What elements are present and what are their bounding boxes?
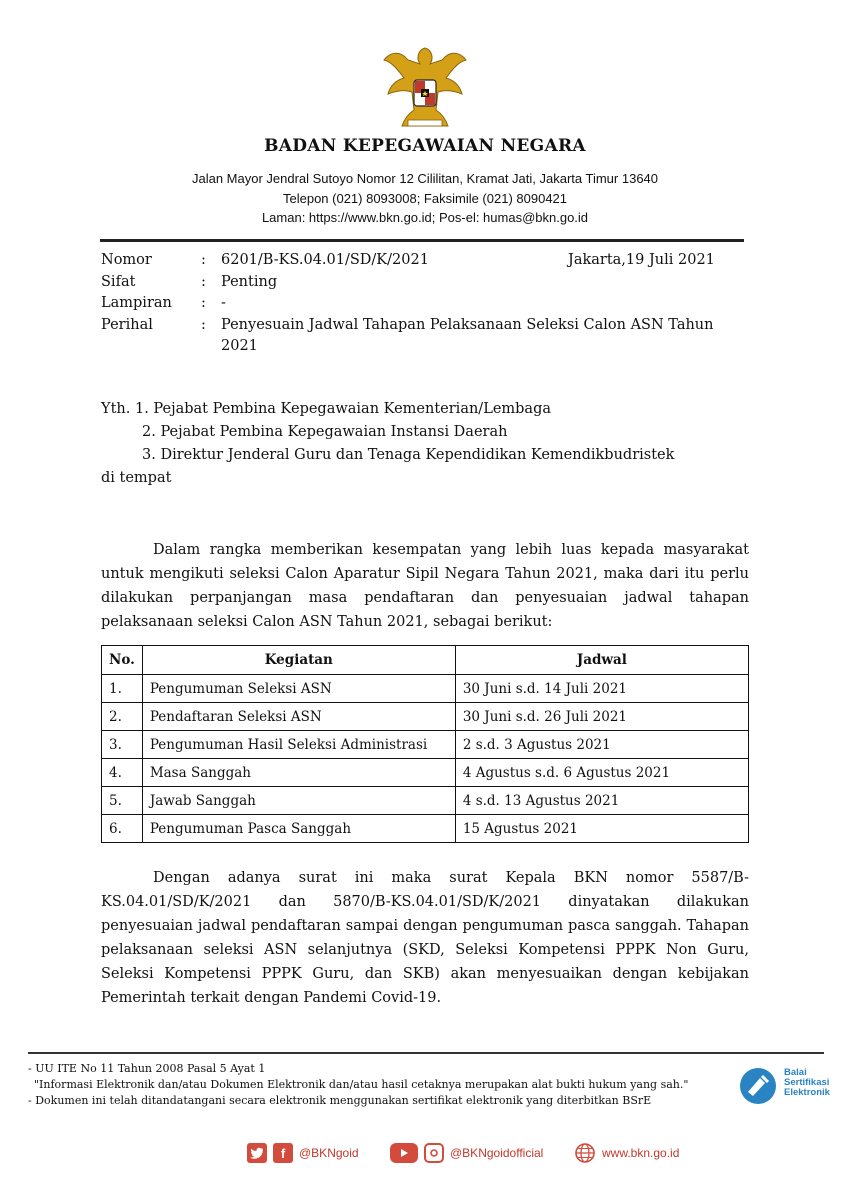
- cell-kegiatan: Pengumuman Seleksi ASN: [142, 675, 455, 703]
- recipient-text: 1. Pejabat Pembina Kepegawaian Kementerian/Lembaga: [134, 401, 552, 417]
- facebook-icon: f: [273, 1143, 293, 1163]
- youtube-icon: [390, 1143, 418, 1163]
- paragraph-text: Dengan adanya surat ini maka surat Kepala BKN nomor 5587/B-KS.04.01/SD/K/2021 dan 5870/B-KS.04.01/SD/K/2021 dinyatakan dilakukan penyesuaian jadwal pendaftaran sampai dengan pengumuman pasca sanggah. Tahapan pelaksanaan seleksi ASN selanjutnya (SKD, Seleksi Kompetensi PPPK Non Guru, Seleksi Kompetensi PPPK Guru, dan SKB) akan menyesuaikan dengan kebijakan Pemerintah terkait dengan Pandemi Covid-19.: [101, 870, 749, 1006]
- footer-note: - UU ITE No 11 Tahun 2008 Pasal 5 Ayat 1: [28, 1062, 266, 1075]
- youtube-handle: @BKNgoidofficial: [450, 1146, 544, 1160]
- colon: :: [201, 316, 206, 333]
- meta-perihal: [101, 315, 751, 358]
- sifat-label: Sifat: [101, 273, 136, 290]
- meta-sifat: [101, 272, 751, 294]
- bsre-line: Sertifikasi: [784, 1077, 830, 1088]
- cell-kegiatan: Pendaftaran Seleksi ASN: [142, 703, 455, 731]
- cell-kegiatan: Pengumuman Hasil Seleksi Administrasi: [142, 731, 455, 759]
- body-paragraph-1: [101, 538, 749, 634]
- schedule-table: [101, 645, 749, 843]
- garuda-emblem: [378, 40, 472, 132]
- cell-jadwal: 30 Juni s.d. 14 Juli 2021: [455, 675, 748, 703]
- colon: :: [201, 295, 206, 311]
- table-header-row: [102, 646, 749, 675]
- cell-no: 2.: [102, 703, 143, 731]
- cell-no: 6.: [102, 815, 143, 843]
- social-youtube-instagram[interactable]: [390, 1141, 543, 1165]
- cell-jadwal: 4 Agustus s.d. 6 Agustus 2021: [455, 759, 748, 787]
- table-row: [102, 703, 749, 731]
- cell-kegiatan: Masa Sanggah: [142, 759, 455, 787]
- footer-notes: [28, 1061, 688, 1109]
- recipient-item: 2. Pejabat Pembina Kepegawaian Instansi Daerah: [142, 424, 508, 440]
- recipient-item: [101, 398, 751, 421]
- social-handle: @BKNgoid: [299, 1146, 359, 1160]
- perihal-label: Perihal: [101, 316, 153, 333]
- colon: :: [201, 273, 206, 290]
- yth-label: Yth.: [101, 401, 131, 417]
- address-line: Jalan Mayor Jendral Sutoyo Nomor 12 Cililitan, Kramat Jati, Jakarta Timur 13640: [191, 171, 659, 186]
- cell-jadwal: 2 s.d. 3 Agustus 2021: [455, 731, 748, 759]
- social-twitter-facebook[interactable]: [247, 1141, 359, 1165]
- lampiran-label: Lampiran: [101, 295, 172, 311]
- bsre-logo-text: [784, 1068, 830, 1098]
- meta-lampiran: [101, 293, 751, 315]
- col-header-jadwal: Jadwal: [455, 646, 748, 675]
- cell-no: 5.: [102, 787, 143, 815]
- cell-no: 4.: [102, 759, 143, 787]
- bsre-line: Balai: [784, 1067, 807, 1078]
- cell-no: 3.: [102, 731, 143, 759]
- footer-note: "Informasi Elektronik dan/atau Dokumen Elektronik dan/atau hasil cetaknya merupakan alat bukti hukum yang sah.": [34, 1078, 689, 1091]
- col-header-kegiatan: Kegiatan: [142, 646, 455, 675]
- recipient-place: di tempat: [101, 470, 172, 486]
- instagram-icon: [424, 1143, 444, 1163]
- table-row: [102, 731, 749, 759]
- footer-note: - Dokumen ini telah ditandatangani secara elektronik menggunakan sertifikat elektronik yang diterbitkan BSrE: [28, 1094, 652, 1107]
- twitter-icon: [247, 1143, 267, 1163]
- letter-meta: [101, 250, 751, 358]
- colon: :: [201, 252, 206, 268]
- paragraph-text: Dalam rangka memberikan kesempatan yang lebih luas kepada masyarakat untuk mengikuti seleksi Calon Aparatur Sipil Negara Tahun 2021, maka dari itu perlu dilakukan perpanjangan masa pendaftaran dan penyesuaian jadwal tahapan pelaksanaan seleksi Calon ASN Tahun 2021, sebagai berikut:: [101, 542, 749, 630]
- letter-date: Jakarta,19 Juli 2021: [568, 252, 715, 268]
- cell-jadwal: 30 Juni s.d. 26 Juli 2021: [455, 703, 748, 731]
- web-line: Laman: https://www.bkn.go.id; Pos-el: humas@bkn.go.id: [261, 210, 589, 225]
- footer-divider: [28, 1052, 824, 1054]
- cell-jadwal: 15 Agustus 2021: [455, 815, 748, 843]
- header-divider: [100, 239, 744, 242]
- recipients: [101, 398, 751, 490]
- organization-name: BADAN KEPEGAWAIAN NEGARA: [264, 136, 586, 156]
- cell-kegiatan: Jawab Sanggah: [142, 787, 455, 815]
- phone-line: Telepon (021) 8093008; Faksimile (021) 8090421: [282, 191, 568, 206]
- table-row: [102, 787, 749, 815]
- bsre-line: Elektronik: [784, 1087, 830, 1098]
- lampiran-value: -: [221, 295, 226, 311]
- table-row: [102, 759, 749, 787]
- sifat-value: Penting: [221, 273, 278, 290]
- nomor-label: Nomor: [101, 252, 152, 268]
- cell-no: 1.: [102, 675, 143, 703]
- table-row: [102, 675, 749, 703]
- social-website[interactable]: [574, 1141, 679, 1165]
- col-header-no: No.: [102, 646, 143, 675]
- nomor-value: 6201/B-KS.04.01/SD/K/2021: [221, 252, 429, 268]
- perihal-value: Penyesuain Jadwal Tahapan Pelaksanaan Seleksi Calon ASN Tahun 2021: [221, 316, 714, 354]
- recipient-item: 3. Direktur Jenderal Guru dan Tenaga Kependidikan Kemendikbudristek: [142, 447, 675, 463]
- globe-icon: [574, 1142, 596, 1164]
- cell-jadwal: 4 s.d. 13 Agustus 2021: [455, 787, 748, 815]
- table-row: [102, 815, 749, 843]
- cell-kegiatan: Pengumuman Pasca Sanggah: [142, 815, 455, 843]
- bsre-logo-icon: [738, 1066, 778, 1106]
- website-link[interactable]: www.bkn.go.id: [602, 1146, 680, 1160]
- body-paragraph-2: [101, 866, 749, 1010]
